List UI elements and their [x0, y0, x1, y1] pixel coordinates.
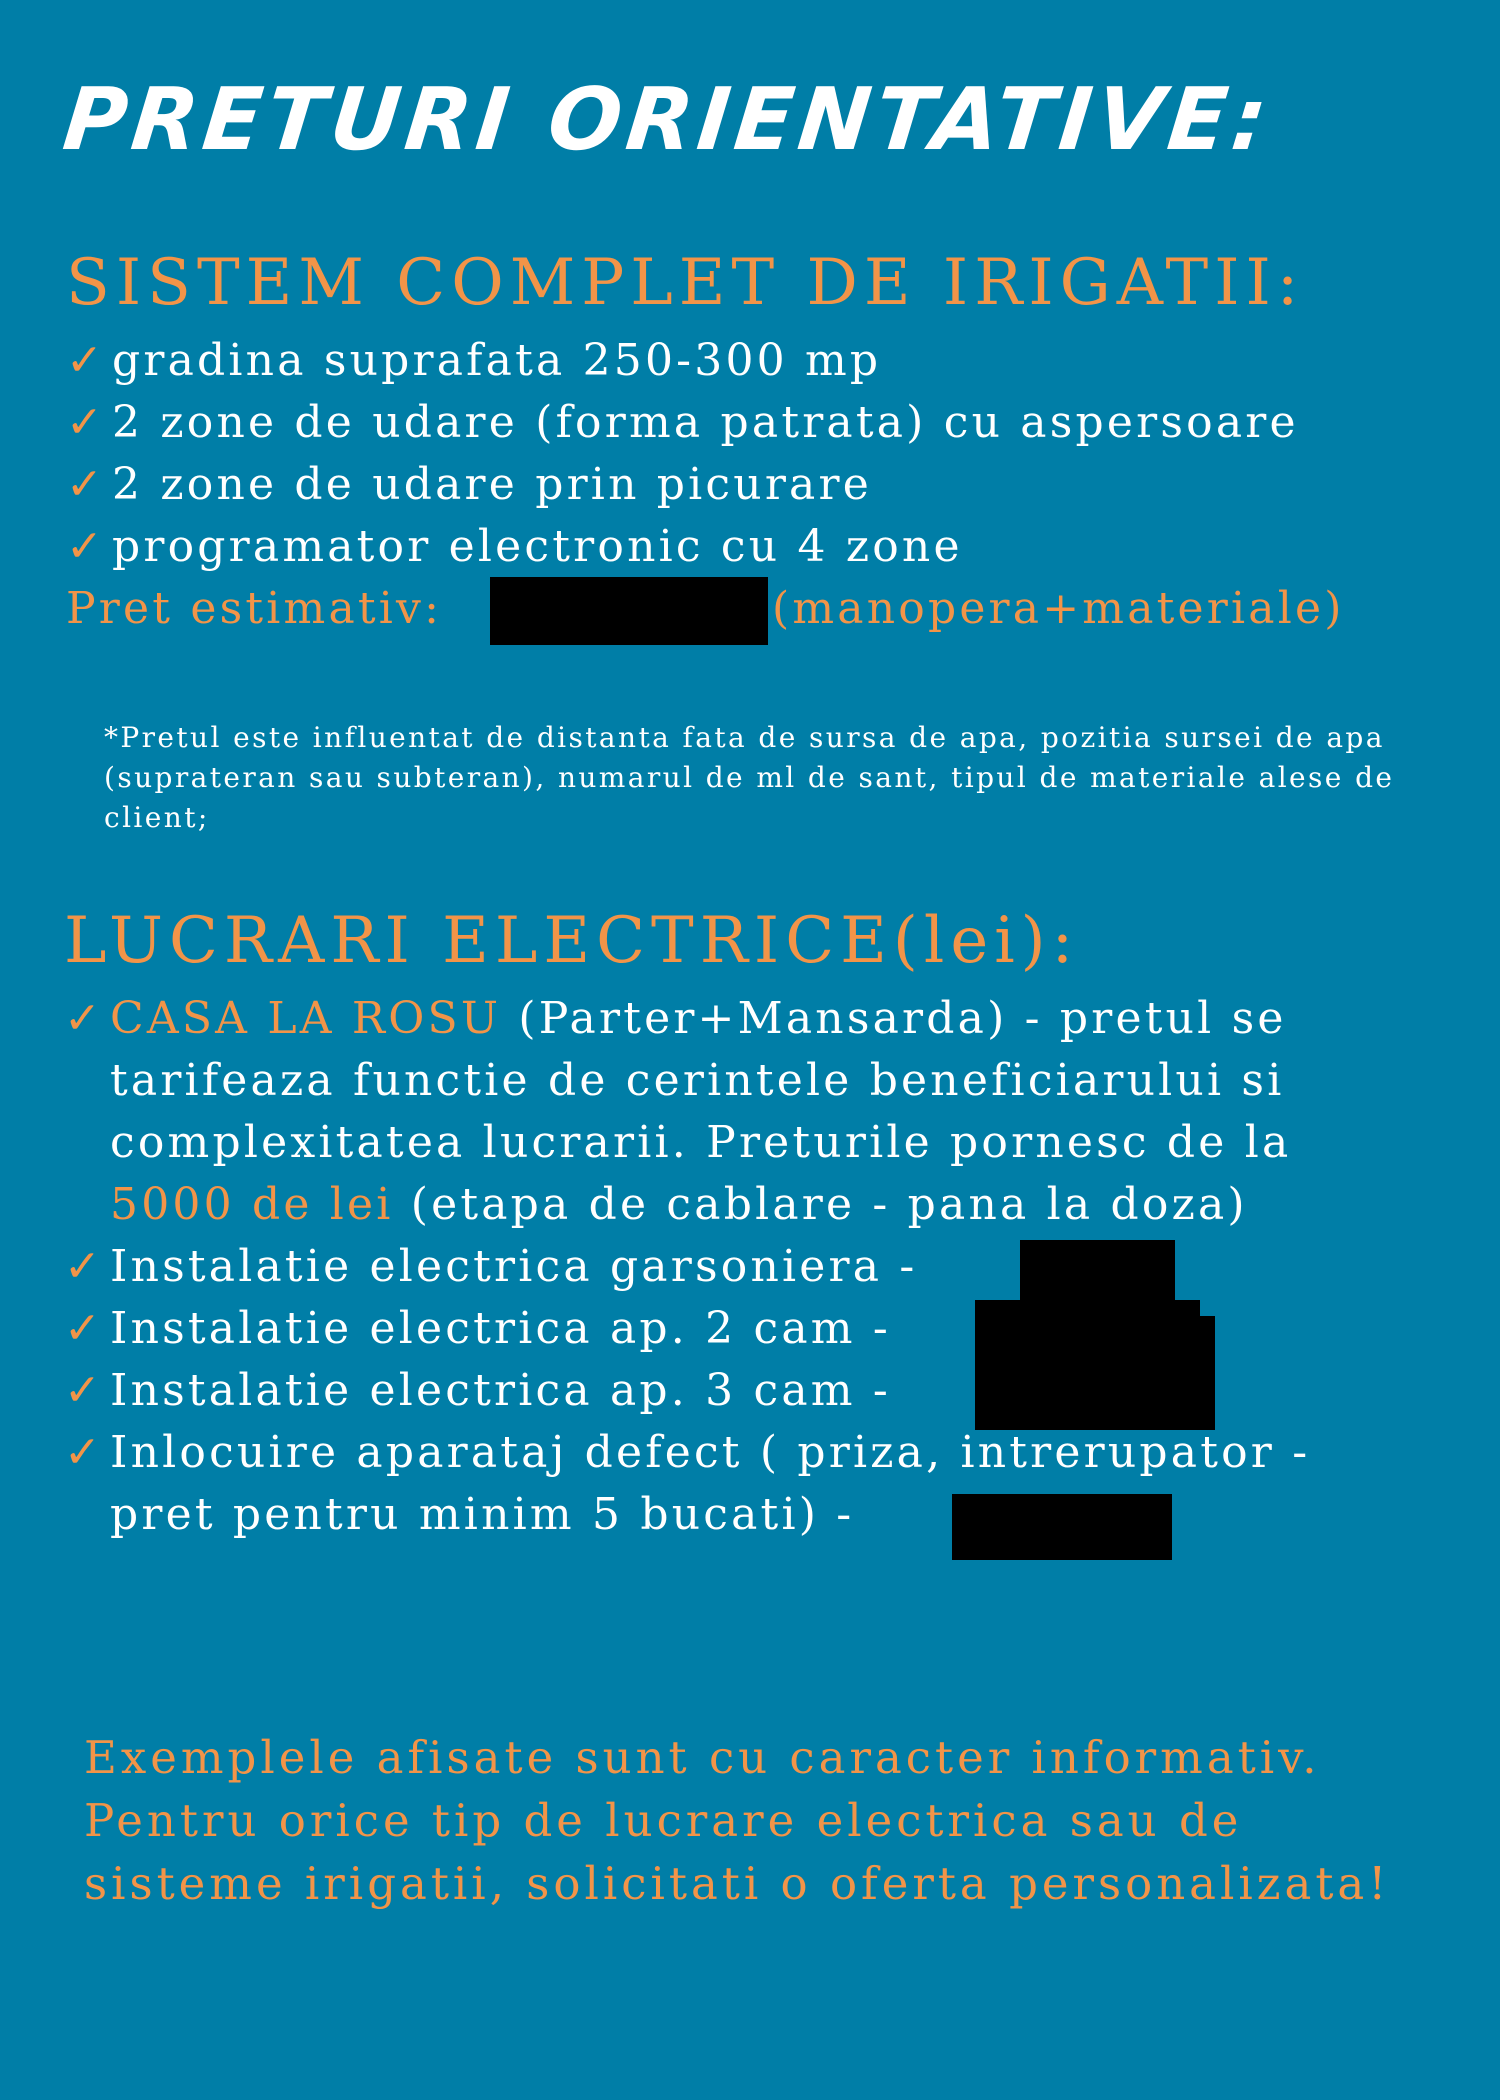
electrical-item [64, 1360, 891, 1422]
check-icon: ✓ [64, 993, 105, 1044]
electrical-item-text: Instalatie electrica ap. 3 cam - [110, 1365, 891, 1416]
casa-price-highlight: 5000 de lei [110, 1179, 394, 1230]
check-icon: ✓ [64, 1303, 105, 1354]
casa-line4 [110, 1174, 1248, 1236]
irrigation-item [66, 516, 963, 578]
electrical-item-text: Instalatie electrica garsoniera - [110, 1241, 918, 1292]
closing-line: Pentru orice tip de lucrare electrica sau de [84, 1794, 1243, 1847]
redacted-price-block [1020, 1240, 1175, 1304]
check-icon: ✓ [66, 397, 107, 448]
electrical-item [64, 1298, 891, 1360]
irrigation-price-label: Pret estimativ: [66, 583, 443, 634]
closing-line: Exemplele afisate sunt cu caracter informativ. [84, 1731, 1321, 1784]
irrigation-item-text: gradina suprafata 250-300 mp [112, 335, 882, 386]
replacement-line1: Inlocuire aparataj defect ( priza, intrerupator - [110, 1427, 1311, 1478]
irrigation-item-text: 2 zone de udare prin picurare [112, 459, 872, 510]
irrigation-item-text: programator electronic cu 4 zone [112, 521, 963, 572]
check-icon: ✓ [64, 1365, 105, 1416]
check-icon: ✓ [64, 1241, 105, 1292]
irrigation-heading: SISTEM COMPLET DE IRIGATII: [66, 246, 1305, 320]
irrigation-footnote: *Pretul este influentat de distanta fata de sursa de apa, pozitia sursei de apa (suprateran sau subteran), numarul de ml de sant, tipul de materiale alese de client; [104, 721, 1395, 834]
irrigation-item-text: 2 zone de udare (forma patrata) cu aspersoare [112, 397, 1299, 448]
replacement-line2: pret pentru minim 5 bucati) - [110, 1489, 855, 1540]
electrical-item-text: Instalatie electrica ap. 2 cam - [110, 1303, 891, 1354]
irrigation-price-suffix: (manopera+materiale) [772, 583, 1345, 634]
electrical-heading: LUCRARI ELECTRICE(lei): [64, 904, 1080, 978]
irrigation-item [66, 392, 1299, 454]
irrigation-item [66, 330, 881, 392]
electrical-item-casa [64, 988, 1287, 1050]
electrical-item-replacement [64, 1422, 1310, 1484]
electrical-item [64, 1236, 917, 1298]
redacted-price-block [490, 577, 768, 645]
casa-highlight: CASA LA ROSU [110, 993, 502, 1044]
check-icon: ✓ [66, 459, 107, 510]
check-icon: ✓ [66, 521, 107, 572]
irrigation-item [66, 454, 872, 516]
check-icon: ✓ [66, 335, 107, 386]
check-icon: ✓ [64, 1427, 105, 1478]
redacted-price-block [952, 1494, 1172, 1560]
closing-note [84, 1726, 1390, 1915]
casa-line1-text: (Parter+Mansarda) - pretul se [501, 993, 1287, 1044]
redacted-price-block [975, 1316, 1215, 1430]
casa-line4-text: (etapa de cablare - pana la doza) [393, 1179, 1248, 1230]
closing-line: sisteme irigatii, solicitati o oferta personalizata! [84, 1857, 1391, 1910]
casa-line3: complexitatea lucrarii. Preturile pornesc de la [110, 1117, 1292, 1168]
casa-line2: tarifeaza functie de cerintele beneficiarului si [110, 1055, 1285, 1106]
page-title: PRETURI ORIENTATIVE: [58, 70, 1277, 170]
